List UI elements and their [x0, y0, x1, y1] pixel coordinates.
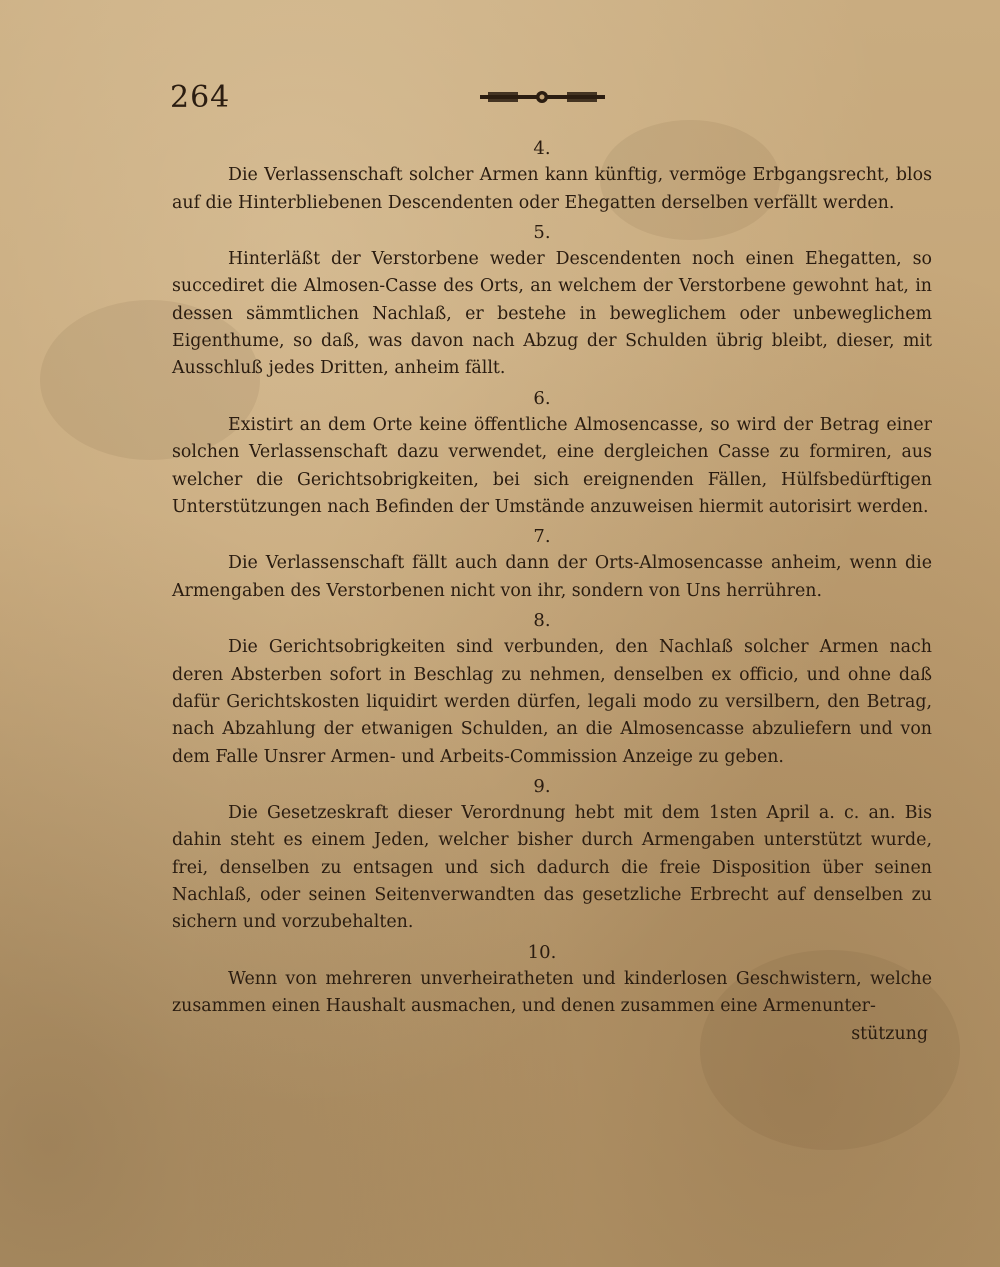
page-number: 264 — [170, 80, 231, 115]
catchword: stützung — [851, 1023, 928, 1044]
section-paragraph: Die Verlassenschaft solcher Armen kann künftig, vermöge Erbgangsrecht, blos auf die Hinterbliebenen Descendenten oder Ehegatten derselben verfällt werden. — [172, 165, 932, 213]
section-9 — [172, 773, 932, 937]
section-10 — [172, 939, 932, 1021]
section-4 — [172, 135, 932, 217]
section-number: 4. — [533, 138, 551, 159]
section-6 — [172, 385, 932, 521]
main-text — [172, 133, 932, 1048]
section-number: 6. — [533, 387, 551, 409]
section-paragraph: Die Gerichtsobrigkeiten sind verbunden, den Nachlaß solcher Armen nach deren Absterben sofort in Beschlag zu nehmen, denselben ex officio, und ohne daß dafür Gerichtskosten liquidirt werden dürfen, legali modo zu versilbern, den Betrag, nach Abzahlung der etwanigen Schulden, an die Almosencasse abzuliefern und von dem Falle Unsrer Armen- und Arbeits-Commission Anzeige zu geben. — [172, 637, 932, 767]
section-paragraph: Die Gesetzeskraft dieser Verordnung hebt mit dem 1sten April a. c. an. Bis dahin steht es einem Jeden, welcher bisher durch Armengaben unterstützt wurde, frei, denselben zu entsagen und sich dadurch die freie Disposition über seinen Nachlaß, oder seinen Seitenverwandten das gesetzliche Erbrecht auf denselben zu sichern und vorzubehalten. — [172, 803, 932, 933]
section-paragraph: Wenn von mehreren unverheiratheten und kinderlosen Geschwistern, welche zusammen einen Haushalt ausmachen, und denen zusammen eine Armenunter- — [172, 968, 932, 1017]
section-paragraph: Die Verlassenschaft fällt auch dann der Orts-Almosencasse anheim, wenn die Armengaben des Verstorbenen nicht von ihr, sondern von Uns herrühren. — [172, 553, 932, 601]
section-number: 5. — [533, 221, 551, 243]
section-number: 9. — [533, 775, 551, 797]
section-paragraph: Hinterläßt der Verstorbene weder Descendenten noch einen Ehegatten, so succediret die Almosen-Casse des Orts, an welchem der Verstorbene gewohnt hat, in dessen sämmtlichen Nachlaß, er bestehe in beweglichem oder unbeweglichem Eigenthume, so daß, was davon nach Abzug der Schulden übrig bleibt, dieser, mit Ausschluß jedes Dritten, anheim fällt. — [172, 249, 932, 379]
section-number: 7. — [533, 526, 551, 548]
section-7 — [172, 523, 932, 605]
header-ornament — [480, 90, 605, 104]
section-number: 8. — [533, 610, 551, 632]
section-5 — [172, 219, 932, 383]
section-paragraph: Existirt an dem Orte keine öffentliche Almosencasse, so wird der Betrag einer solchen Verlassenschaft dazu verwendet, eine dergleichen Casse zu formiren, aus welcher die Gerichtsobrigkeiten, bei sich ereignenden Fällen, Hülfsbedürftigen Unterstützungen nach Befinden der Umstände anzuweisen hiermit autorisirt werden. — [172, 414, 932, 517]
section-8 — [172, 607, 932, 771]
section-number: 10. — [527, 941, 557, 963]
